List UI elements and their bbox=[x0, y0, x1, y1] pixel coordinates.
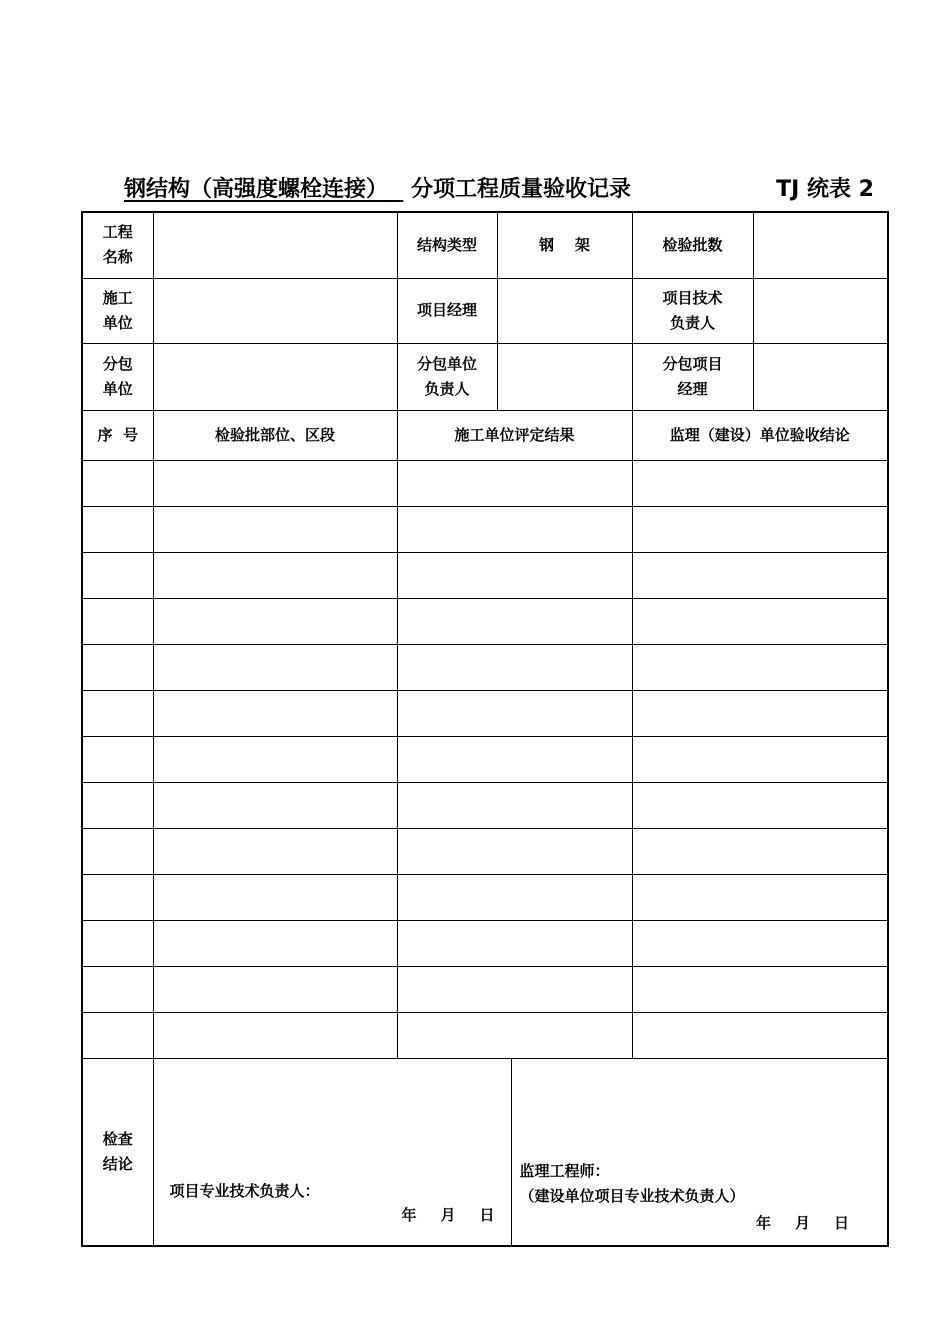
construction-unit-field[interactable] bbox=[153, 278, 397, 343]
supervision-conclusion-cell[interactable] bbox=[632, 874, 888, 920]
date-month: 月 bbox=[794, 1213, 810, 1232]
form-code: TJ 统表 2 bbox=[776, 177, 874, 202]
column-header-row bbox=[82, 410, 888, 460]
construction-result-cell[interactable] bbox=[397, 966, 632, 1012]
subcontract-lead-field[interactable] bbox=[497, 343, 632, 410]
supervision-sign-date bbox=[756, 1211, 849, 1236]
supervision-conclusion-cell[interactable] bbox=[632, 644, 888, 690]
batch-location-cell[interactable] bbox=[153, 920, 397, 966]
conclusion-label bbox=[82, 1058, 153, 1246]
label-line: 工程 bbox=[102, 223, 133, 242]
batch-location-cell[interactable] bbox=[153, 782, 397, 828]
seq-cell[interactable] bbox=[82, 644, 153, 690]
seq-cell[interactable] bbox=[82, 598, 153, 644]
conclusion-row bbox=[82, 1058, 888, 1246]
seq-cell[interactable] bbox=[82, 966, 153, 1012]
supervisor-signature-label bbox=[520, 1159, 745, 1209]
construction-sign-area[interactable] bbox=[154, 1059, 512, 1245]
seq-cell[interactable] bbox=[82, 552, 153, 598]
table-row bbox=[82, 552, 888, 598]
label-line: 分包单位 bbox=[416, 354, 477, 373]
seq-cell[interactable] bbox=[82, 1012, 153, 1058]
construction-result-cell[interactable] bbox=[397, 690, 632, 736]
supervision-conclusion-cell[interactable] bbox=[632, 966, 888, 1012]
construction-result-cell[interactable] bbox=[397, 460, 632, 506]
form-title bbox=[124, 172, 631, 203]
construction-result-cell[interactable] bbox=[397, 552, 632, 598]
inspection-batch-count-field[interactable] bbox=[753, 212, 888, 278]
acceptance-record-table bbox=[81, 211, 889, 1247]
batch-location-cell[interactable] bbox=[153, 874, 397, 920]
label-line: 施工 bbox=[102, 288, 133, 307]
supervision-sign-area[interactable] bbox=[512, 1059, 888, 1245]
seq-cell[interactable] bbox=[82, 874, 153, 920]
batch-location-cell[interactable] bbox=[153, 552, 397, 598]
supervisor-label-line2: （建设单位项目专业技术负责人） bbox=[519, 1186, 745, 1205]
label-line: 负责人 bbox=[669, 313, 715, 332]
project-name-label bbox=[82, 212, 153, 278]
batch-location-cell[interactable] bbox=[153, 690, 397, 736]
seq-cell[interactable] bbox=[82, 506, 153, 552]
tech-lead-label bbox=[632, 278, 753, 343]
batch-location-cell[interactable] bbox=[153, 644, 397, 690]
col-header-seq-text: 序 号 bbox=[97, 425, 138, 444]
title-underline-gap bbox=[388, 177, 403, 202]
project-manager-label: 项目经理 bbox=[397, 278, 497, 343]
header-row-project bbox=[82, 212, 888, 278]
subcontract-lead-label bbox=[397, 343, 497, 410]
seq-cell[interactable] bbox=[82, 828, 153, 874]
seq-cell[interactable] bbox=[82, 460, 153, 506]
supervision-conclusion-cell[interactable] bbox=[632, 736, 888, 782]
seq-cell[interactable] bbox=[82, 920, 153, 966]
table-row bbox=[82, 782, 888, 828]
batch-location-cell[interactable] bbox=[153, 460, 397, 506]
inspection-batch-count-label: 检验批数 bbox=[632, 212, 753, 278]
label-line: 分包项目 bbox=[662, 354, 723, 373]
label-line: 分包 bbox=[102, 354, 133, 373]
supervision-conclusion-cell[interactable] bbox=[632, 460, 888, 506]
construction-unit-label bbox=[82, 278, 153, 343]
subcontract-unit-field[interactable] bbox=[153, 343, 397, 410]
date-year: 年 bbox=[401, 1205, 417, 1224]
table-row bbox=[82, 828, 888, 874]
project-manager-field[interactable] bbox=[497, 278, 632, 343]
label-line: 负责人 bbox=[424, 379, 470, 398]
subcontract-pm-field[interactable] bbox=[753, 343, 888, 410]
label-line: 经理 bbox=[677, 379, 708, 398]
tech-lead-field[interactable] bbox=[753, 278, 888, 343]
header-row-subcontract bbox=[82, 343, 888, 410]
table-row bbox=[82, 598, 888, 644]
structure-type-value: 钢 架 bbox=[539, 235, 590, 254]
table-row bbox=[82, 736, 888, 782]
construction-result-cell[interactable] bbox=[397, 736, 632, 782]
batch-location-cell[interactable] bbox=[153, 736, 397, 782]
label-line: 单位 bbox=[102, 379, 133, 398]
seq-cell[interactable] bbox=[82, 782, 153, 828]
supervision-conclusion-cell[interactable] bbox=[632, 782, 888, 828]
col-header-construction-result: 施工单位评定结果 bbox=[397, 410, 632, 460]
table-row bbox=[82, 460, 888, 506]
construction-result-cell[interactable] bbox=[397, 598, 632, 644]
supervision-conclusion-cell[interactable] bbox=[632, 828, 888, 874]
subcontract-pm-label bbox=[632, 343, 753, 410]
table-row bbox=[82, 874, 888, 920]
col-header-supervision-conclusion: 监理（建设）单位验收结论 bbox=[632, 410, 888, 460]
label-line: 结论 bbox=[102, 1154, 133, 1173]
data-rows bbox=[82, 460, 888, 1058]
construction-sign-date bbox=[401, 1203, 494, 1228]
table-row bbox=[82, 1012, 888, 1058]
construction-result-cell[interactable] bbox=[397, 828, 632, 874]
table-row bbox=[82, 966, 888, 1012]
supervision-conclusion-cell[interactable] bbox=[632, 598, 888, 644]
table-row bbox=[82, 506, 888, 552]
table-row bbox=[82, 644, 888, 690]
batch-location-cell[interactable] bbox=[153, 966, 397, 1012]
supervision-conclusion-cell[interactable] bbox=[632, 506, 888, 552]
label-line: 单位 bbox=[102, 313, 133, 332]
construction-result-cell[interactable] bbox=[397, 920, 632, 966]
date-year: 年 bbox=[755, 1213, 771, 1232]
seq-cell[interactable] bbox=[82, 736, 153, 782]
structure-type-field[interactable] bbox=[497, 212, 632, 278]
label-line: 名称 bbox=[102, 248, 133, 267]
conclusion-content bbox=[153, 1058, 888, 1246]
construction-result-cell[interactable] bbox=[397, 874, 632, 920]
supervision-conclusion-cell[interactable] bbox=[632, 690, 888, 736]
subcontract-unit-label bbox=[82, 343, 153, 410]
form-title-row bbox=[124, 172, 884, 206]
col-header-batch-location: 检验批部位、区段 bbox=[153, 410, 397, 460]
table-row bbox=[82, 920, 888, 966]
supervision-conclusion-cell[interactable] bbox=[632, 1012, 888, 1058]
project-tech-lead-signature-label: 项目专业技术负责人： bbox=[169, 1181, 320, 1200]
header-row-construction bbox=[82, 278, 888, 343]
construction-result-cell[interactable] bbox=[397, 1012, 632, 1058]
label-line: 项目技术 bbox=[662, 288, 723, 307]
date-day: 日 bbox=[833, 1213, 849, 1232]
batch-location-cell[interactable] bbox=[153, 1012, 397, 1058]
label-line: 检查 bbox=[102, 1129, 133, 1148]
construction-result-cell[interactable] bbox=[397, 644, 632, 690]
project-name-field[interactable] bbox=[153, 212, 397, 278]
supervisor-label-line1: 监理工程师： bbox=[519, 1161, 610, 1180]
table-row bbox=[82, 690, 888, 736]
batch-location-cell[interactable] bbox=[153, 506, 397, 552]
construction-result-cell[interactable] bbox=[397, 782, 632, 828]
structure-type-label: 结构类型 bbox=[397, 212, 497, 278]
date-day: 日 bbox=[479, 1205, 495, 1224]
col-header-seq bbox=[82, 410, 153, 460]
title-suffix: 分项工程质量验收记录 bbox=[411, 177, 632, 202]
construction-result-cell[interactable] bbox=[397, 506, 632, 552]
title-prefix: 钢结构（高强度螺栓连接） bbox=[124, 177, 389, 202]
supervision-conclusion-cell[interactable] bbox=[632, 552, 888, 598]
batch-location-cell[interactable] bbox=[153, 828, 397, 874]
supervision-conclusion-cell[interactable] bbox=[632, 920, 888, 966]
batch-location-cell[interactable] bbox=[153, 598, 397, 644]
seq-cell[interactable] bbox=[82, 690, 153, 736]
date-month: 月 bbox=[440, 1205, 456, 1224]
